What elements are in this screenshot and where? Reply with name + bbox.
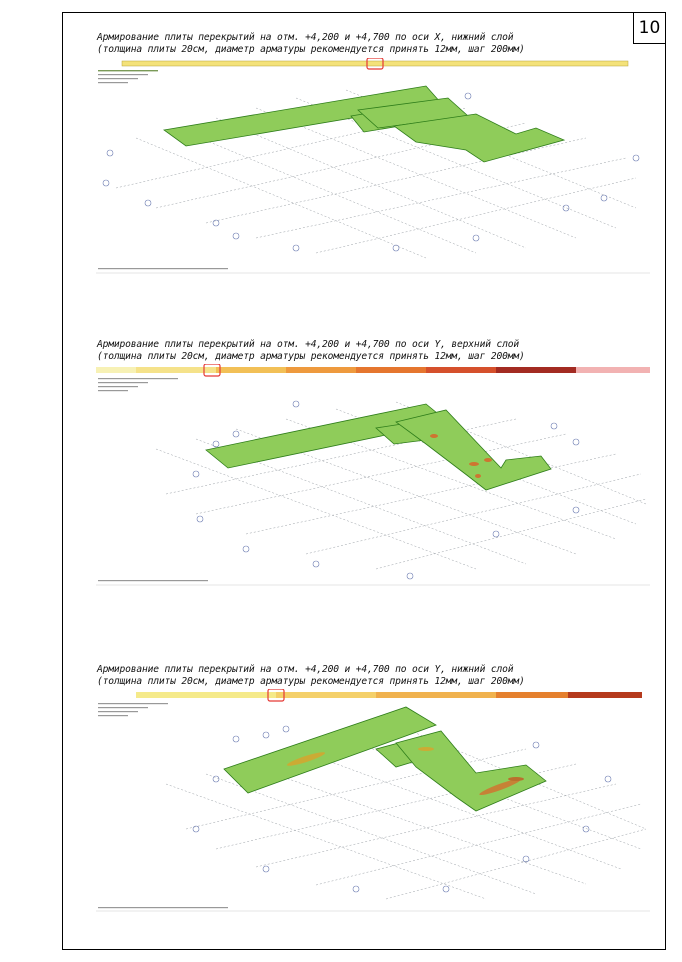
section-1-figure — [96, 58, 650, 278]
section-3-title-line1: Армирование плиты перекрытий на отм. +4,200 и +4,700 по оси Y, нижний слой — [97, 664, 514, 675]
section-2-title-line1: Армирование плиты перекрытий на отм. +4,200 и +4,700 по оси Y, верхний слой — [97, 339, 519, 350]
section-3-info-lines — [98, 703, 168, 716]
section-3-footer-line — [96, 907, 650, 911]
section-1-info-lines — [98, 70, 158, 83]
section-3-figure — [96, 689, 650, 913]
section-3-title — [97, 664, 525, 688]
section-3-title-line2: (толщина плиты 20см, диаметр арматуры рекомендуется принять 12мм, шаг 200мм) — [97, 676, 525, 687]
section-3-legend-scale — [136, 689, 642, 701]
page-number: 10 — [633, 12, 666, 44]
section-2-slab — [206, 404, 551, 490]
section-1-footer-line — [96, 268, 650, 273]
section-2-footer-line — [96, 580, 650, 585]
section-1-title — [97, 32, 525, 56]
section-1-title-line2: (толщина плиты 20см, диаметр арматуры рекомендуется принять 12мм, шаг 200мм) — [97, 44, 525, 55]
section-2-title-line2: (толщина плиты 20см, диаметр арматуры рекомендуется принять 12мм, шаг 200мм) — [97, 351, 525, 362]
section-2-info-lines — [98, 378, 178, 391]
section-2-figure — [96, 364, 650, 588]
section-1-legend-scale — [122, 58, 628, 69]
section-1-slab — [164, 86, 564, 162]
section-1-title-line1: Армирование плиты перекрытий на отм. +4,200 и +4,700 по оси X, нижний слой — [97, 32, 514, 43]
section-2-title — [97, 339, 525, 363]
section-2-legend-scale — [96, 364, 650, 376]
section-3-slab — [224, 707, 546, 811]
